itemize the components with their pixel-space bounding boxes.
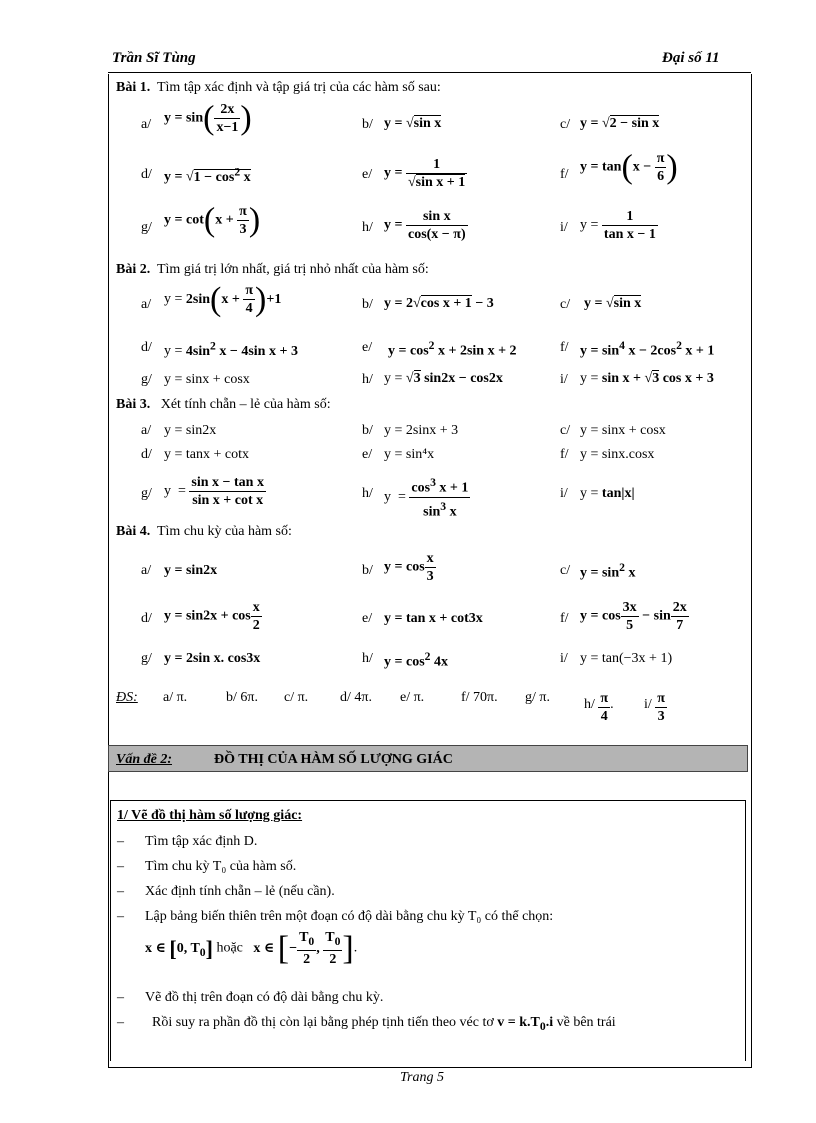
formula: y = sin2x (164, 563, 218, 578)
formula: y = 2√cos x + 1 − 3 (384, 296, 494, 311)
formula: y = sin2x (164, 423, 217, 438)
formula: y = $\frac{\text{sin x}}{\cos(x - \pi)}$ (384, 209, 466, 242)
label: c/ (560, 563, 571, 578)
page-number: Trang 5 (400, 1070, 444, 1085)
formula: y = sin⁴x (384, 447, 435, 462)
step: – Xác định tính chẵn – lẻ (nếu cần). (117, 884, 335, 899)
formula: y = cos $\frac{3x}{5}$ − sin $\frac{2x}{7}$ (580, 600, 687, 633)
label: e/ (362, 611, 373, 626)
formula: y = sinx.cosx (580, 447, 655, 462)
formula: y = tan(−3x + 1) (580, 651, 673, 666)
formula: y = sin2x + cos $\frac{x}{2}$ (164, 600, 260, 633)
formula: $y = 4\sin^2$ x − 4sin x + 3 (164, 339, 298, 359)
section-label: Vấn đề 2: (116, 752, 172, 767)
formula: y = √sin x (384, 116, 442, 131)
label: i/ (560, 372, 568, 387)
label: g/ (141, 651, 152, 666)
answer-item: h/ $\frac{\pi}{4}$ . (584, 691, 614, 724)
formula: y = sin( $\frac{2x}{x-1}$ ) (164, 99, 252, 137)
graph-heading: 1/ Vẽ đồ thị hàm số lượng giác: (117, 808, 303, 823)
label: d/ (141, 447, 152, 462)
label: h/ (362, 220, 373, 235)
formula: y = tan|x| (580, 486, 635, 501)
label: b/ (362, 423, 373, 438)
formula: y = 2sin x. cos3x (164, 651, 261, 666)
formula: y = √2 − sin x (580, 116, 660, 131)
label: g/ (141, 372, 152, 387)
label: e/ (362, 167, 373, 182)
formula: y = √3 sin2x − cos2x (384, 371, 503, 386)
label: h/ (362, 651, 373, 666)
formula: $y = √1 - \cos^2 x$ (164, 165, 251, 185)
label: f/ (560, 167, 569, 182)
bai3-heading: Bài 3. Xét tính chẵn – lẻ của hàm số: (116, 397, 331, 412)
label: g/ (141, 486, 152, 501)
formula: y = sin x + √3 cos x + 3 (580, 371, 714, 386)
formula: y = $\frac{\text{sin x − tan x}}{\text{sin x + cot x}}$ (164, 475, 264, 508)
step: – Tìm chu kỳ T₀ của hàm số. (117, 859, 297, 874)
label: f/ (560, 340, 569, 355)
formula: y = cot(x + $\frac{\pi}{3}$ ) (164, 201, 261, 239)
answer-item: b/ 6π. (226, 690, 258, 705)
label: h/ (362, 372, 373, 387)
formula: y = cos $\frac{x}{3}$ (384, 551, 434, 584)
label: c/ (560, 423, 571, 438)
label: b/ (362, 297, 373, 312)
label: a/ (141, 117, 152, 132)
label: a/ (141, 297, 152, 312)
formula: $y = \cos^2 x + 2\sin$ x + 2 (388, 339, 517, 359)
step: – Lập bảng biến thiên trên một đoạn có độ dài bằng chu kỳ T₀ có thể chọn: (117, 909, 554, 924)
label: i/ (560, 651, 568, 666)
formula: y = tanx + cotx (164, 447, 249, 462)
label: a/ (141, 423, 152, 438)
label: g/ (141, 220, 152, 235)
step: – Vẽ đồ thị trên đoạn có độ dài bằng chu kỳ. (117, 990, 384, 1005)
section-title: ĐỒ THỊ CỦA HÀM SỐ LƯỢNG GIÁC (214, 752, 453, 767)
formula: y = 2sinx + 3 (384, 423, 459, 438)
formula: y = sinx + cosx (580, 423, 666, 438)
label: i/ (560, 220, 568, 235)
header-rule (108, 72, 751, 73)
label: c/ (560, 117, 571, 132)
header-author: Trần Sĩ Tùng (112, 50, 196, 66)
label: b/ (362, 563, 373, 578)
step: – Tìm tập xác định D. (117, 834, 258, 849)
formula: y = $\frac{1}{\text{tan x − 1}}$ (580, 209, 656, 242)
label: e/ (362, 340, 373, 355)
label: e/ (362, 447, 373, 462)
formula: y = tan x + cot3x (384, 611, 483, 626)
label: f/ (560, 447, 569, 462)
formula: y = $\frac{\cos^3 x + 1}{\sin^3 x}$ (384, 476, 469, 520)
label: d/ (141, 167, 152, 182)
formula: y = 2sin(x + $\frac{\pi}{4}$ )+1 (164, 280, 282, 318)
answer-item: f/ 70π. (461, 690, 498, 705)
label: d/ (141, 340, 152, 355)
bai1-heading: Bài 1. Tìm tập xác định và tập giá trị của các hàm số sau: (116, 80, 441, 95)
interval-formula: x ∈ [0, $T_0$] hoặc x ∈ [− $\frac{T_0}{2}$ , $\frac{T_0}{2}$ ]. (145, 929, 358, 967)
answers-label: ĐS: (116, 690, 138, 705)
label: i/ (560, 486, 568, 501)
step: – Rồi suy ra phần đồ thị còn lại bằng phép tịnh tiến theo véc tơ $v = k.T_0.i$ về bên trái (117, 1015, 616, 1033)
header-subject: Đại số 11 (662, 50, 720, 66)
bai2-heading: Bài 2. Tìm giá trị lớn nhất, giá trị nhỏ nhất của hàm số: (116, 262, 429, 277)
formula: $y = \cos^2 4x$ (384, 650, 448, 670)
formula: y = tan(x − $\frac{\pi}{6}$ ) (580, 148, 678, 186)
formula: y = √sin x (584, 296, 642, 311)
formula: $y = \sin^4 x - 2\cos^2$ x + 1 (580, 339, 715, 359)
formula: y = $\frac{1}{\text{√sin x + 1}}$ (384, 157, 466, 190)
answer-item: g/ π. (525, 690, 550, 705)
label: b/ (362, 117, 373, 132)
label: h/ (362, 486, 373, 501)
answer-item: i/ $\frac{\pi}{3}$ (644, 691, 665, 724)
label: c/ (560, 297, 571, 312)
answer-item: d/ 4π. (340, 690, 372, 705)
bai4-heading: Bài 4. Tìm chu kỳ của hàm số: (116, 524, 292, 539)
label: f/ (560, 611, 569, 626)
answer-item: a/ π. (163, 690, 188, 705)
formula: y = sinx + cosx (164, 372, 250, 387)
formula: $y = \sin^2 x$ (580, 561, 636, 581)
answer-item: e/ π. (400, 690, 425, 705)
label: a/ (141, 563, 152, 578)
label: d/ (141, 611, 152, 626)
answer-item: c/ π. (284, 690, 309, 705)
